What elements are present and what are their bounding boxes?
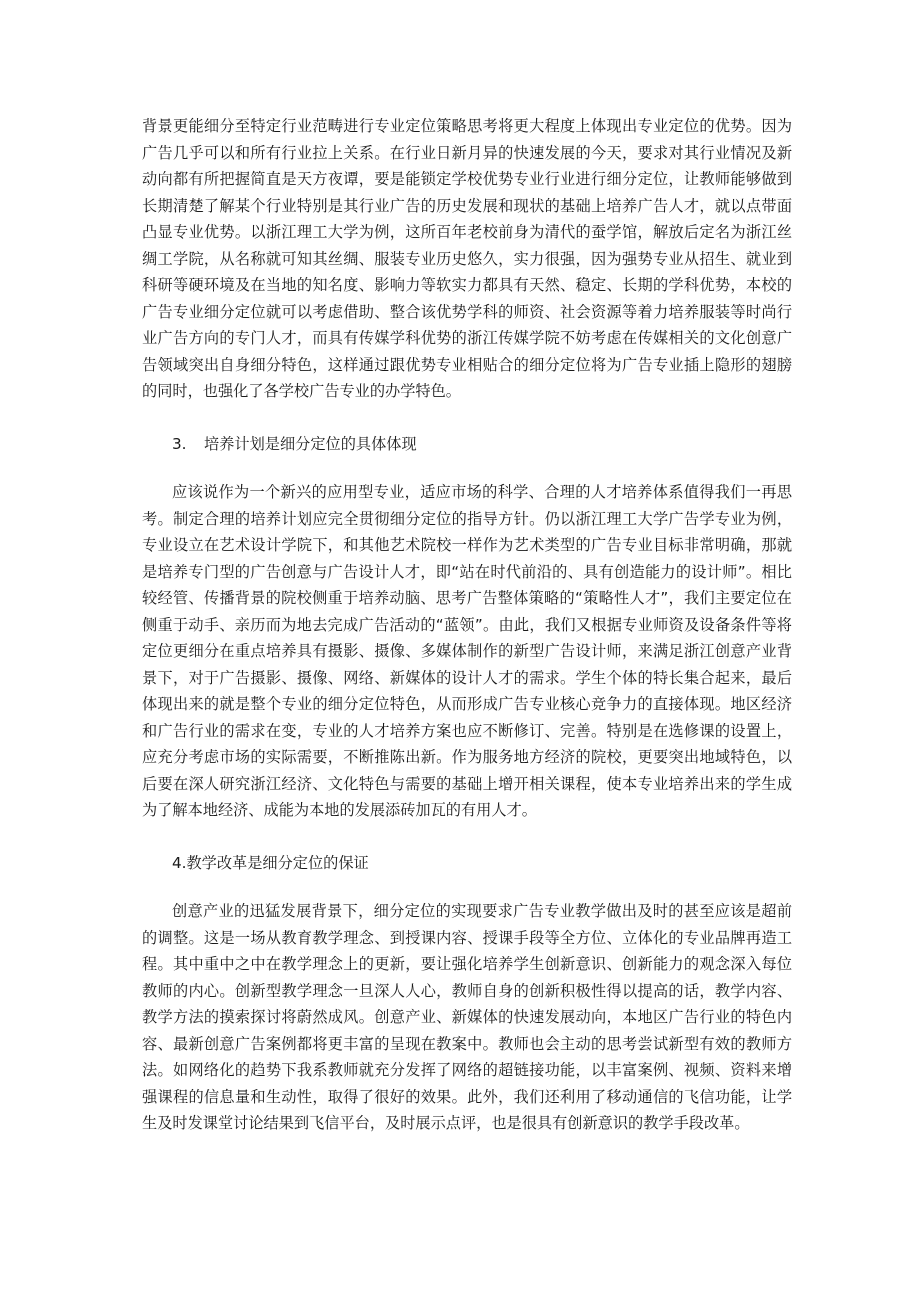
section-heading-3 (142, 431, 792, 458)
section-heading-4: 4.教学改革是细分定位的保证 (172, 853, 369, 872)
document-page (142, 113, 792, 1137)
paragraph-teaching-reform: 创意产业的迅猛发展背景下，细分定位的实现要求广告专业教学做出及时的甚至应该是超前的调整。这是一场从教育教学理念、到授课内容、授课手段等全方位、立体化的专业品牌再造工程。其中重中之中在教学理念上的更新，要让强化培养学生创新意识、创新能力的观念深入每位教师的内心。创新型教学理念一旦深人人心，教师自身的创新积极性得以提高的话，教学内容、教学方法的摸索探讨将蔚然成风。创意产业、新媒体的快速发展动向，本地区广告行业的特色内容、最新创意广告案例都将更丰富的呈现在教案中。教师也会主动的思考尝试新型有效的教师方法。如网络化的趋势下我系教师就充分发挥了网络的超链接功能，以丰富案例、视频、资料来增强课程的信息量和生动性，取得了很好的效果。此外，我们还利用了移动通信的飞信功能，让学生及时发课堂讨论结果到飞信平台，及时展示点评，也是很具有创新意识的教学手段改革。 (142, 902, 792, 1132)
section-number-3: 3. (172, 434, 187, 453)
paragraph-training-plan: 应该说作为一个新兴的应用型专业，适应市场的科学、合理的人才培养体系值得我们一再思考。制定合理的培养计划应完全贯彻细分定位的指导方针。仍以浙江理工大学广告学专业为例，专业设立在艺术设计学院下，和其他艺术院校一样作为艺术类型的广告专业目标非常明确，那就是培养专门型的广告创意与广告设计人才，即“站在时代前沿的、具有创造能力的设计师”。相比较经管、传播背景的院校侧重于培养动脑、思考广告整体策略的“策略性人才”，我们主要定位在侧重于动手、亲历而为地去完成广告活动的“蓝领”。由此，我们又根据专业师资及设备条件等将定位更细分在重点培养具有摄影、摄像、多媒体制作的新型广告设计师，来满足浙江创意产业背景下，对于广告摄影、摄像、网络、新媒体的设计人才的需求。学生个体的特长集合起来，最后体现出来的就是整个专业的细分定位特色，从而形成广告专业核心竞争力的直接体现。地区经济和广告行业的需求在变，专业的人才培养方案也应不断修订、完善。特别是在选修课的设置上，应充分考虑市场的实际需要，不断推陈出新。作为服务地方经济的院校，更要突出地域特色，以后要在深人研究浙江经济、文化特色与需要的基础上增开相关课程，使本专业培养出来的学生成为了解本地经济、成能为本地的发展添砖加瓦的有用人才。 (142, 483, 792, 819)
section-title-3: 培养计划是细分定位的具体体现 (204, 434, 417, 453)
paragraph-specialty-advantage: 背景更能细分至特定行业范畴进行专业定位策略思考将更大程度上体现出专业定位的优势。因为广告几乎可以和所有行业拉上关系。在行业日新月异的快速发展的今天，要求对其行业情况及新动向都有所把握简直是天方夜谭，要是能锁定学校优势专业行业进行细分定位，让教师能够做到长期清楚了解某个行业特别是其行业广告的历史发展和现状的基础上培养广告人才，就以点带面凸显专业优势。以浙江理工大学为例，这所百年老校前身为清代的蚕学馆，解放后定名为浙江丝绸工学院，从名称就可知其丝绸、服装专业历史悠久，实力很强，因为强势专业从招生、就业到科研等硬环境及在当地的知名度、影响力等软实力都具有天然、稳定、长期的学科优势，本校的广告专业细分定位就可以考虑借助、整合该优势学科的师资、社会资源等着力培养服装等时尚行业广告方向的专门人才，而具有传媒学科优势的浙江传媒学院不妨考虑在传媒相关的文化创意广告领域突出自身细分特色，这样通过跟优势专业相贴合的细分定位将为广告专业插上隐形的翅膀的同时，也强化了各学校广告专业的办学特色。 (142, 117, 792, 400)
